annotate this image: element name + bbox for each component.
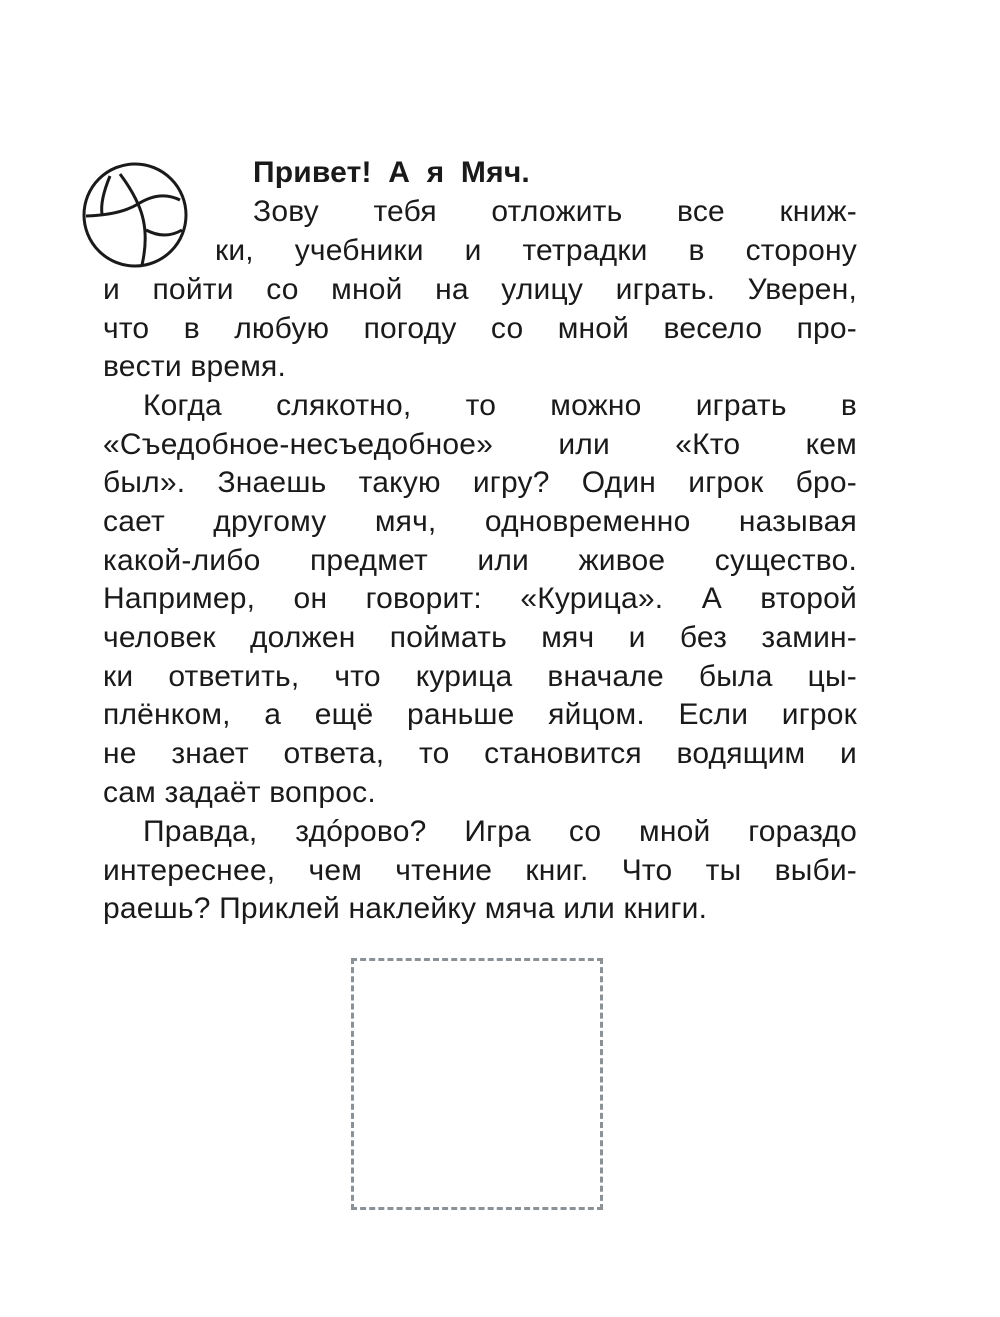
text-line: раешь? Приклей наклейку мяча или книги.	[103, 892, 708, 925]
text-line: и пойти со мной на улицу играть. Уверен,	[103, 273, 857, 306]
text-line: Зову тебя отложить все книж-	[253, 195, 857, 228]
sticker-placeholder[interactable]	[351, 958, 603, 1210]
text-line: Когда слякотно, то можно играть в	[143, 389, 857, 422]
text-line: ки, учебники и тетрадки в сторону	[215, 234, 857, 267]
text-line: не знает ответа, то становится водящим и	[103, 737, 857, 770]
text-line: сам задаёт вопрос.	[103, 776, 376, 809]
text-line: сает другому мяч, одновременно называя	[103, 505, 857, 538]
text-line: интереснее, чем чтение книг. Что ты выби-	[103, 854, 857, 887]
text-line: Например, он говорит: «Курица». А второй	[103, 582, 857, 615]
text-line: какой-либо предмет или живое существо.	[103, 544, 857, 577]
text-line: Правда, здóрово? Игра со мной гораздо	[143, 815, 857, 848]
text-line: был». Знаешь такую игру? Один игрок бро-	[103, 466, 857, 499]
text-line: что в любую погоду со мной весело про-	[103, 312, 857, 345]
text-line: плёнком, а ещё раньше яйцом. Если игрок	[103, 698, 857, 731]
text-line: ки ответить, что курица вначале была цы-	[103, 660, 857, 693]
text-line: вести время.	[103, 350, 287, 383]
text-line: человек должен поймать мяч и без замин-	[103, 621, 857, 654]
text-line: «Съедобное-несъедобное» или «Кто кем	[103, 428, 857, 461]
ball-icon	[80, 160, 190, 270]
page-title: Привет! А я Мяч.	[253, 156, 530, 189]
